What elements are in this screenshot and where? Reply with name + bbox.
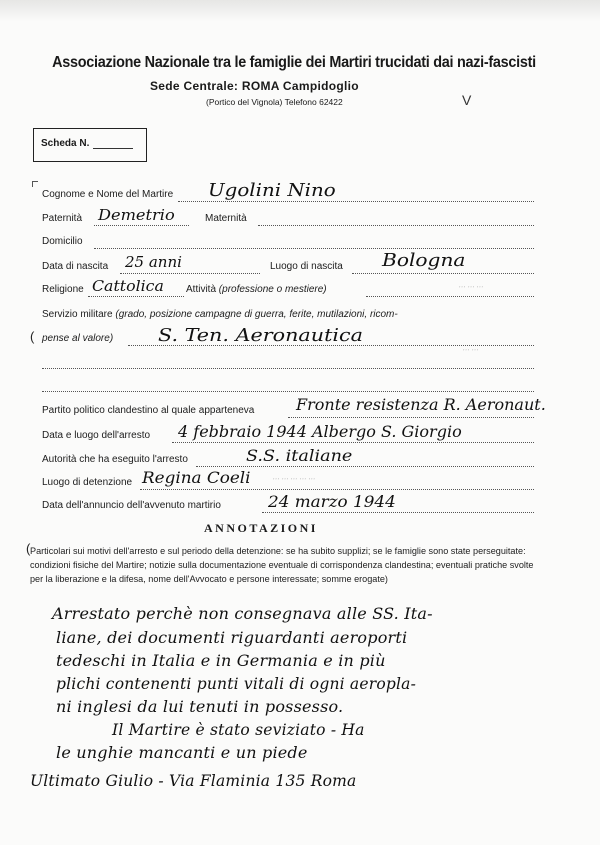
arresto-line [172,442,534,443]
data-nascita-value: 25 anni [125,253,182,271]
bleed-through-text-3: ⋯ ⋯ ⋯ ⋯ ⋯ [272,476,315,483]
scan-edge [0,0,600,22]
sede-centrale: Sede Centrale: ROMA Campidoglio [150,79,359,93]
servizio-militare-value: S. Ten. Aeronautica [158,325,363,346]
autorita-line [196,466,534,467]
bleed-through-text: ⋯ ⋯ ⋯ [458,284,483,291]
religione-line [88,296,184,297]
check-mark: V [462,92,472,108]
association-title: Associazione Nazionale tra le famiglie dei Martiri trucidati dai nazi-fascisti [52,54,536,71]
servizio-militare-label: Servizio militare (grado, posizione campagne di guerra, ferite, mutilazioni, ricom- [42,309,398,320]
detenzione-value: Regina Coeli [142,468,251,487]
scheda-number-line [93,148,133,149]
annuncio-label: Data dell'annuncio dell'avvenuto martirio [42,500,221,511]
arresto-label: Data e luogo dell'arresto [42,430,151,441]
blank-line-2 [42,391,534,392]
luogo-nascita-value: Bologna [382,250,466,271]
detenzione-label: Luogo di detenzione [42,477,133,488]
paternita-value: Demetrio [98,206,175,224]
cognome-nome-value: Ugolini Nino [208,180,336,201]
narrative-line-6: Il Martire è stato seviziato - Ha [112,720,365,739]
paternita-label: Paternità [42,213,83,224]
bleed-through-text-2: ⋯ ⋯ [462,347,478,354]
narrative-line-5: ni inglesi da lui tenuti in possesso. [56,697,344,716]
annotazioni-title: ANNOTAZIONI [204,521,318,535]
annuncio-line [262,512,534,513]
religione-value: Cattolica [92,277,164,295]
domicilio-line [94,248,534,249]
servizio-militare-label-2: pense al valore) [42,333,114,344]
autorita-label: Autorità che ha eseguito l'arresto [42,454,188,465]
luogo-nascita-line [352,273,534,274]
partito-value: Fronte resistenza R. Aeronaut. [296,395,546,414]
arresto-value: 4 febbraio 1944 Albergo S. Giorgio [178,422,462,441]
attivita-label: Attività (professione o mestiere) [186,284,327,295]
paternita-line [94,225,189,226]
narrative-line-3: tedeschi in Italia e in Germania e in più [56,651,386,670]
annotazioni-instructions: Particolari sui motivi dell'arresto e sul periodo della detenzione: se ha subito supplizi; se le famiglie sono state perseguitate: condizioni fisiche del Martire; notizie sulla documentazione eventuale di corrispondenza clandestina; eventuali pratiche svolte per la liberazione e la difesa, nome dell'Avvocato e persone interessate; somme erogate) [30,546,534,584]
domicilio-label: Domicilio [42,236,83,247]
narrative-line-2: liane, dei documenti riguardanti aeroporti [56,628,408,647]
maternita-label: Maternità [205,213,247,224]
scheda-box [33,128,147,162]
narrative-line-4: plichi contenenti punti vitali di ogni aeropla- [56,674,417,693]
luogo-nascita-label: Luogo di nascita [270,261,343,272]
blank-line-1 [42,368,534,369]
detenzione-line [140,489,534,490]
data-nascita-line [120,273,260,274]
narrative-line-8: Ultimato Giulio - Via Flaminia 135 Roma [30,771,357,790]
autorita-value: S.S. italiane [246,446,353,465]
religione-label: Religione [42,284,84,295]
scheda-label: Scheda N. [41,138,90,149]
cognome-nome-label: Cognome e Nome del Martire [42,189,174,200]
data-nascita-label: Data di nascita [42,261,109,272]
sede-address: (Portico del Vignola) Telefono 62422 [206,97,343,107]
margin-paren-2: ( [26,541,31,556]
margin-paren: ( [30,329,35,344]
narrative-line-7: le unghie mancanti e un piede [56,743,308,762]
narrative-line-1: Arrestato perchè non consegnava alle SS. Ita- [52,604,433,623]
partito-line [288,417,534,418]
maternita-line [258,225,534,226]
attivita-line [366,296,534,297]
partito-label: Partito politico clandestino al quale apparteneva [42,405,255,416]
annuncio-value: 24 marzo 1944 [268,492,396,511]
cognome-nome-line [178,201,534,202]
corner-mark [32,181,38,187]
